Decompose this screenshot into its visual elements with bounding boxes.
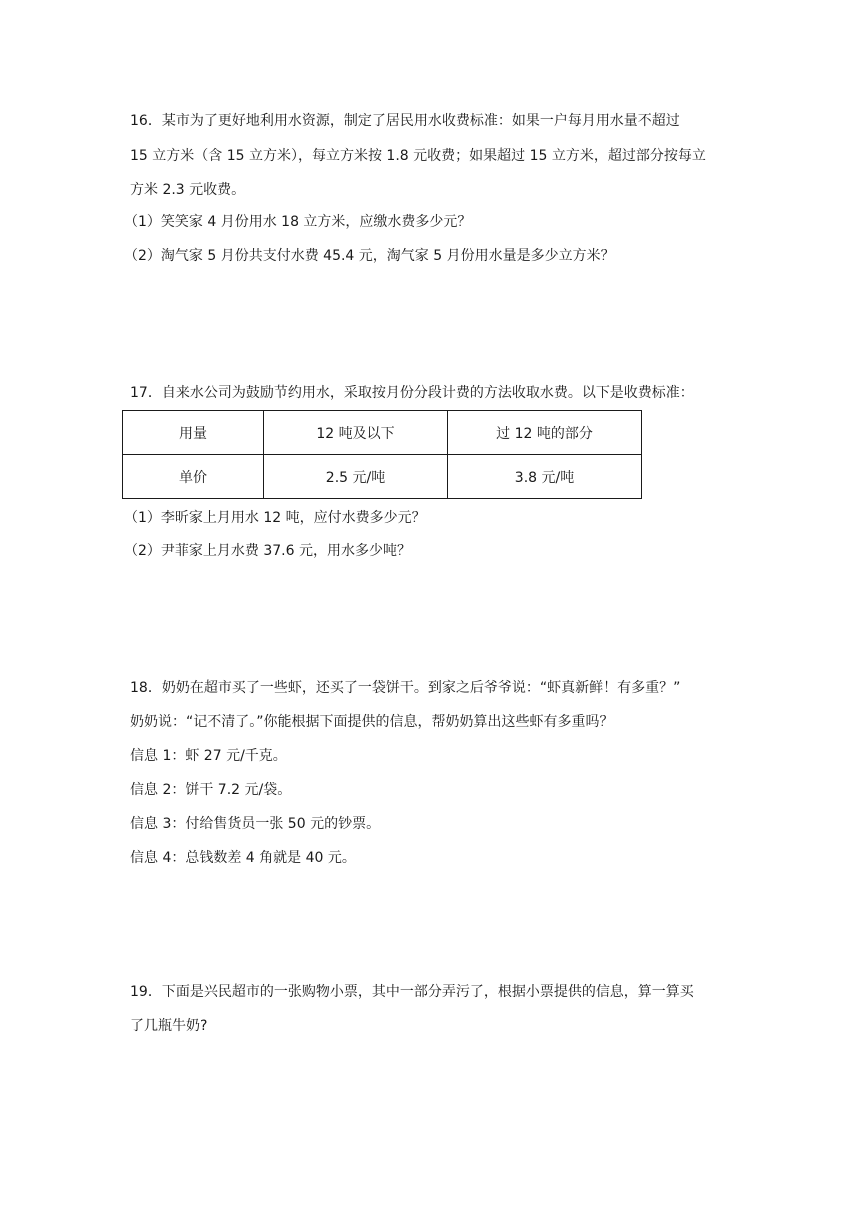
table-cell: 12 吨及以下	[264, 411, 448, 455]
q18-info-2: 信息 2：饼干 7.2 元/袋。	[130, 782, 292, 798]
table-cell: 单价	[123, 455, 264, 499]
fee-table	[122, 410, 642, 499]
q16-subquestion-2: （2）淘气家 5 月份共支付水费 45.4 元，淘气家 5 月份用水量是多少立方米？	[124, 248, 615, 264]
q16-text-line-1: 16．某市为了更好地利用水资源，制定了居民用水收费标准：如果一户每月用水量不超过	[130, 113, 680, 129]
q19-text-line-1: 19．下面是兴民超市的一张购物小票，其中一部分弄污了，根据小票提供的信息，算一算买	[130, 984, 694, 1000]
table-row	[123, 411, 642, 455]
table-cell: 3.8 元/吨	[448, 455, 642, 499]
q18-text-line-2: 奶奶说：“记不清了。”你能根据下面提供的信息，帮奶奶算出这些虾有多重吗？	[130, 714, 614, 730]
table-row	[123, 455, 642, 499]
table-cell: 过 12 吨的部分	[448, 411, 642, 455]
q16-text-line-3: 方米 2.3 元收费。	[130, 182, 246, 198]
q18-info-3: 信息 3：付给售货员一张 50 元的钞票。	[130, 816, 381, 832]
q18-info-4: 信息 4：总钱数差 4 角就是 40 元。	[130, 850, 356, 866]
q16-subquestion-1: （1）笑笑家 4 月份用水 18 立方米，应缴水费多少元？	[124, 214, 472, 230]
q17-subquestion-1: （1）李昕家上月用水 12 吨，应付水费多少元？	[124, 510, 426, 526]
table-cell: 2.5 元/吨	[264, 455, 448, 499]
q17-subquestion-2: （2）尹菲家上月水费 37.6 元，用水多少吨？	[124, 543, 411, 559]
q19-text-line-2: 了几瓶牛奶?	[130, 1018, 208, 1034]
q17-text-line-1: 17．自来水公司为鼓励节约用水，采取按月份分段计费的方法收取水费。以下是收费标准：	[130, 385, 694, 401]
q16-text-line-2: 15 立方米（含 15 立方米），每立方米按 1.8 元收费；如果超过 15 立方米，超过部分按每立	[130, 148, 706, 164]
q18-info-1: 信息 1：虾 27 元/千克。	[130, 748, 287, 764]
table-cell: 用量	[123, 411, 264, 455]
q18-text-line-1: 18．奶奶在超市买了一些虾，还买了一袋饼干。到家之后爷爷说：“虾真新鲜！有多重？”	[130, 680, 681, 696]
